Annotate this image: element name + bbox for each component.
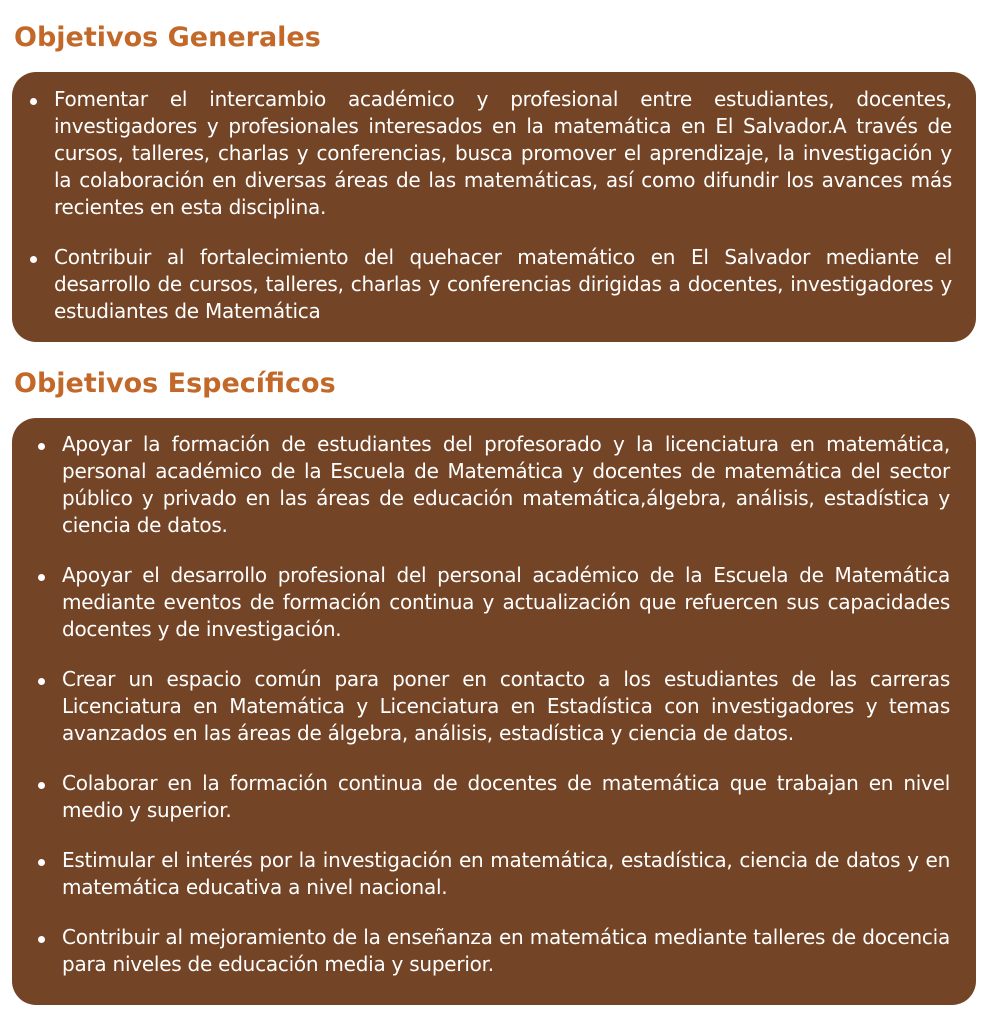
- list-item-text: Fomentar el intercambio académico y profesional entre estudiantes, docentes, investigadores y profesionales interesados en la matemática en El Salvador.A través de cursos, talleres, charlas y conferencias, busca promover el aprendizaje, la investigación y la colaboración en diversas áreas de las matemáticas, así como difundir los avances más recientes en esta disciplina.: [54, 87, 952, 219]
- list-item: [62, 562, 950, 643]
- section-title-objetivos-especificos: Objetivos Específicos: [14, 368, 336, 399]
- list-item: [62, 924, 950, 978]
- bullet-icon: [30, 98, 37, 105]
- list-item-text: Estimular el interés por la investigación en matemática, estadística, ciencia de datos y en matemática educativa a nivel nacional.: [62, 848, 950, 899]
- objetivos-generales-list: [54, 86, 952, 325]
- section-title-objetivos-generales: Objetivos Generales: [14, 22, 321, 53]
- bullet-icon: [38, 678, 45, 685]
- objetivos-generales-box: [12, 72, 976, 342]
- list-item-text: Contribuir al mejoramiento de la enseñanza en matemática mediante talleres de docencia para niveles de educación media y superior.: [62, 925, 950, 976]
- bullet-icon: [38, 936, 45, 943]
- list-item-text: Contribuir al fortalecimiento del quehacer matemático en El Salvador mediante el desarrollo de cursos, talleres, charlas y conferencias dirigidas a docentes, investigadores y estudiantes de Matemática: [54, 245, 952, 323]
- bullet-icon: [38, 782, 45, 789]
- bullet-icon: [30, 256, 37, 263]
- objetivos-especificos-list: [62, 431, 950, 978]
- bullet-icon: [38, 443, 45, 450]
- list-item: [62, 431, 950, 539]
- objetivos-especificos-box: [12, 418, 976, 1005]
- list-item: [62, 847, 950, 901]
- list-item-text: Apoyar la formación de estudiantes del profesorado y la licenciatura en matemática, personal académico de la Escuela de Matemática y docentes de matemática del sector público y privado en las áreas de educación matemática,álgebra, análisis, estadística y ciencia de datos.: [62, 432, 950, 537]
- list-item: [54, 244, 952, 325]
- list-item-text: Crear un espacio común para poner en contacto a los estudiantes de las carreras Licenciatura en Matemática y Licenciatura en Estadística con investigadores y temas avanzados en las áreas de álgebra, análisis, estadística y ciencia de datos.: [62, 667, 950, 745]
- bullet-icon: [38, 574, 45, 581]
- list-item-text: Colaborar en la formación continua de docentes de matemática que trabajan en nivel medio y superior.: [62, 771, 950, 822]
- list-item: [62, 666, 950, 747]
- list-item: [62, 770, 950, 824]
- bullet-icon: [38, 859, 45, 866]
- list-item-text: Apoyar el desarrollo profesional del personal académico de la Escuela de Matemática mediante eventos de formación continua y actualización que refuercen sus capacidades docentes y de investigación.: [62, 563, 950, 641]
- list-item: [54, 86, 952, 221]
